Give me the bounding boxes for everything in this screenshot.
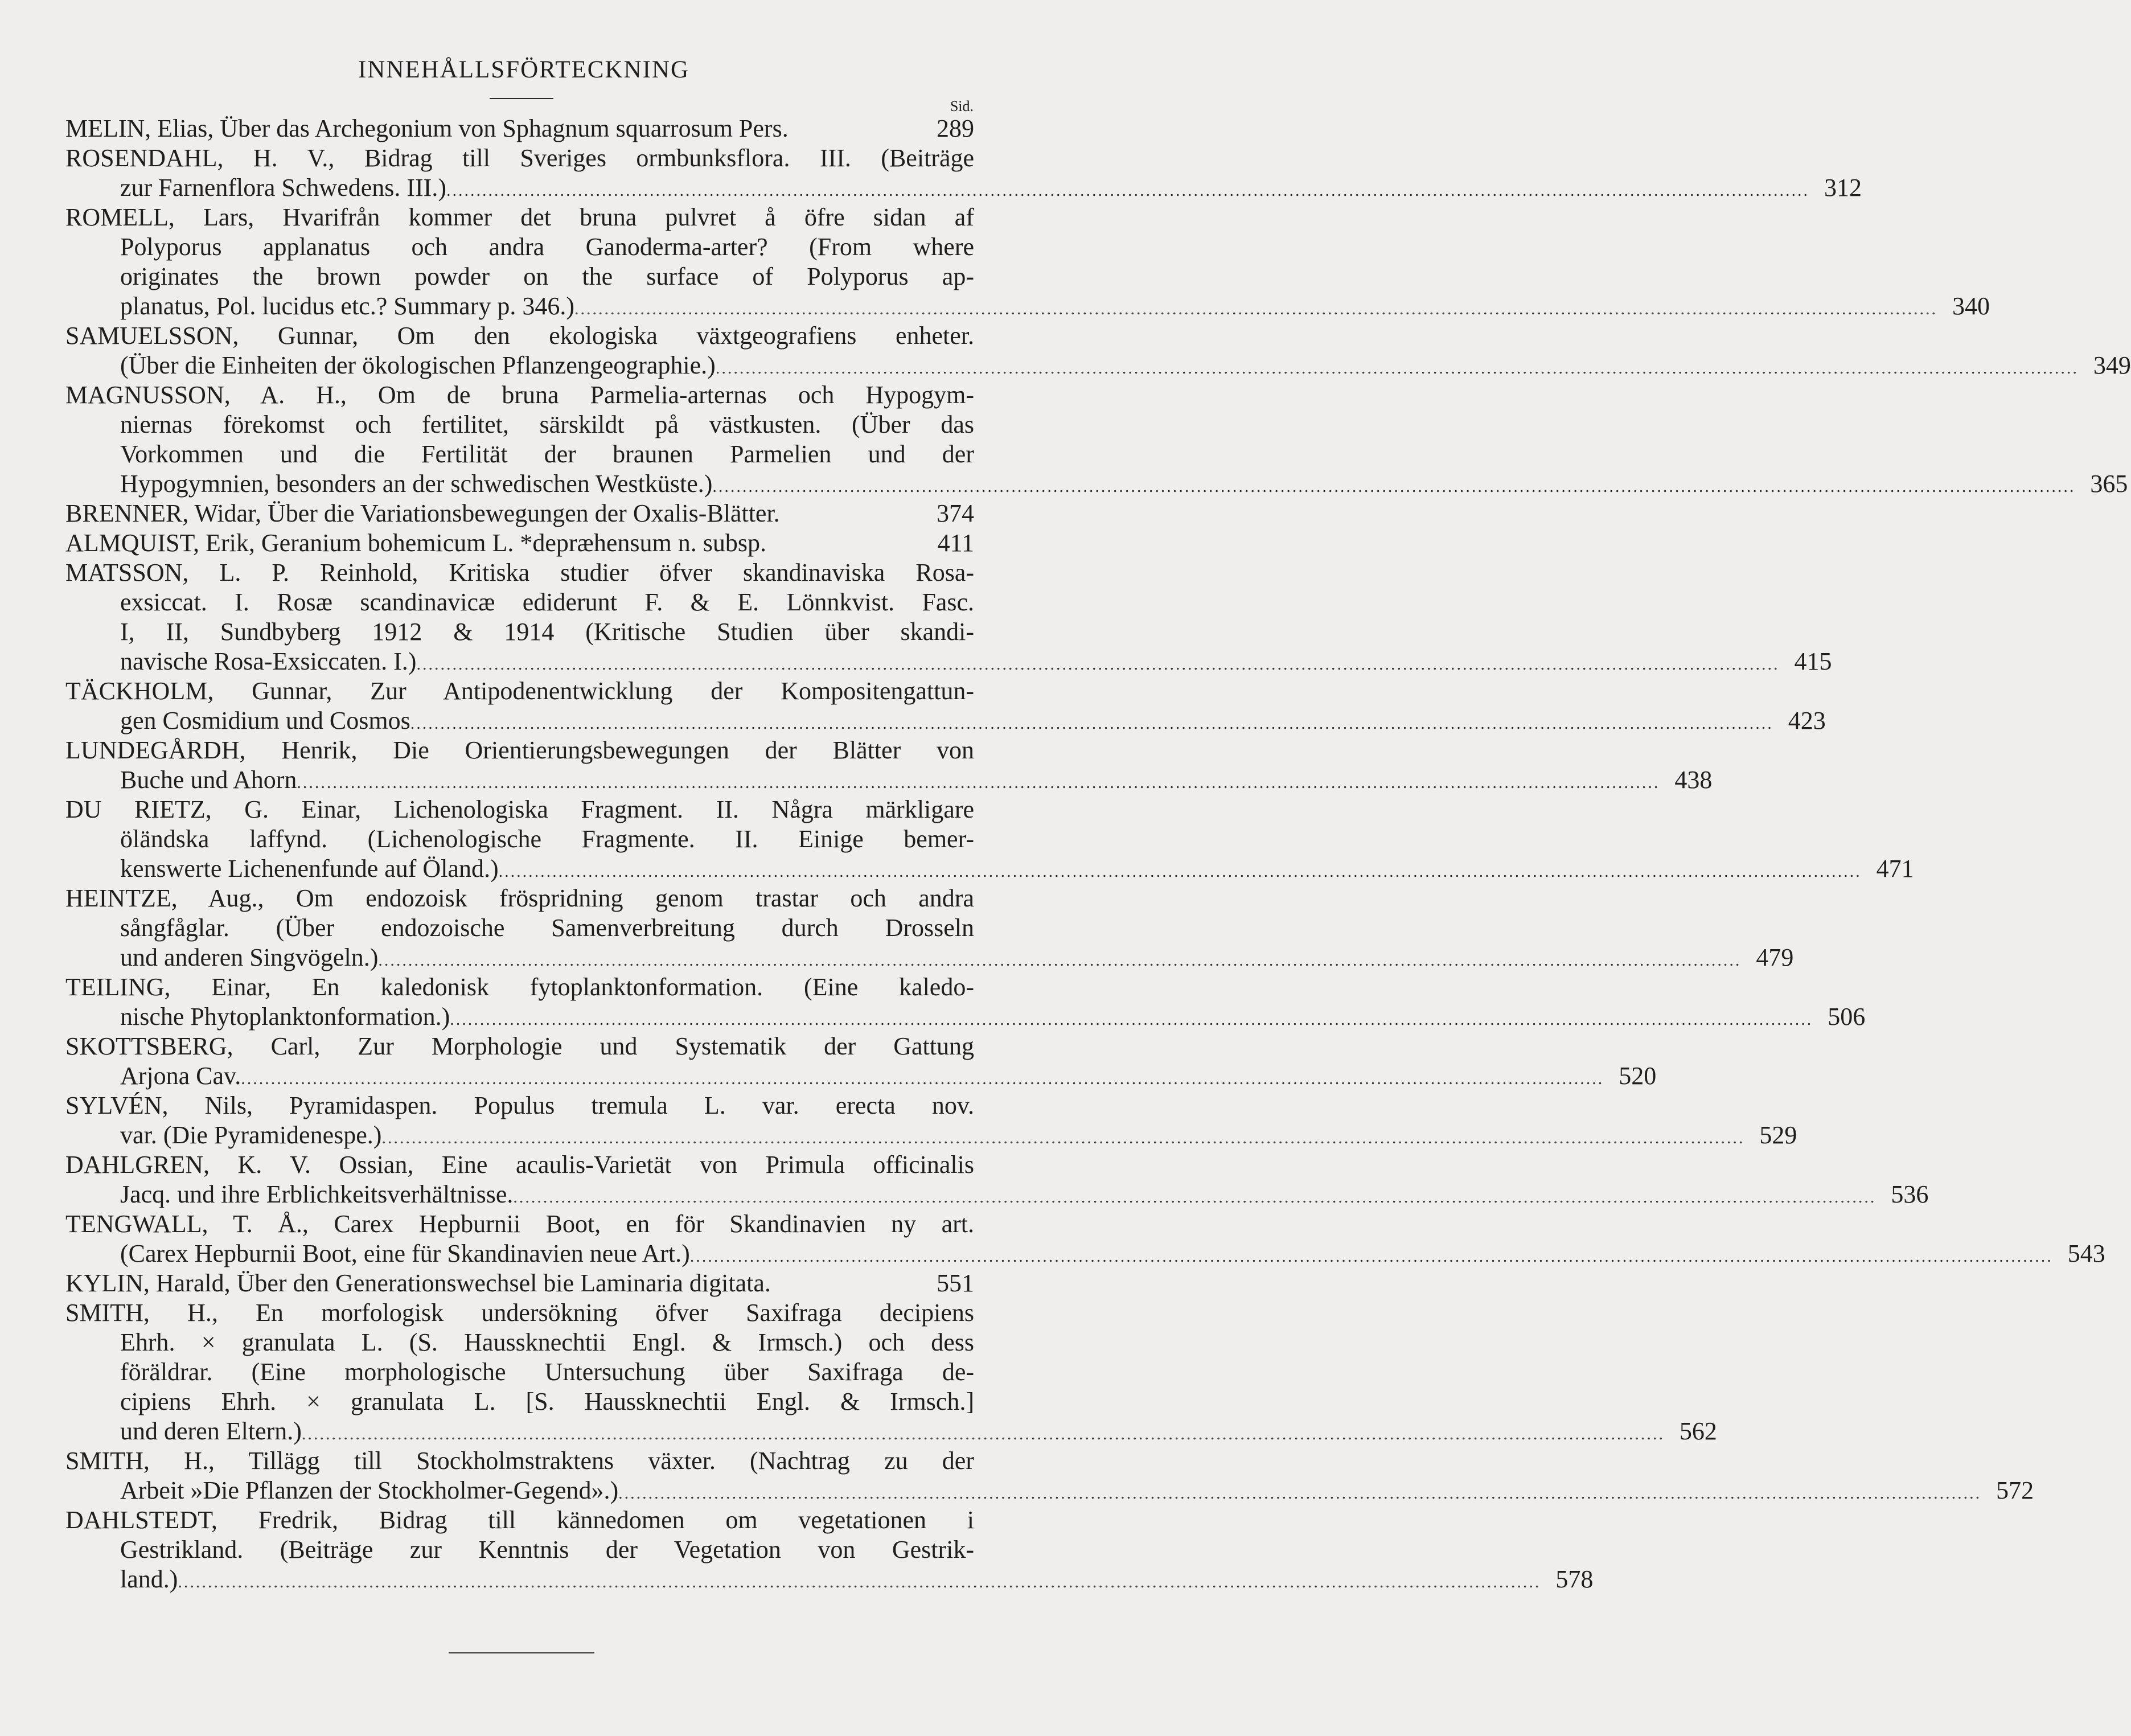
toc-entry-line: [65, 795, 974, 824]
toc-entry-line: [65, 1180, 1929, 1209]
toc-page-number: 374: [937, 499, 974, 527]
toc-entry-text: Ehrh. × granulata L. (S. Haussknechtii Engl. & Irmsch.) och dess: [120, 1328, 974, 1356]
toc-page-number: 543: [2067, 1240, 2105, 1267]
toc-entry-line: [65, 972, 974, 1002]
toc-page-number: 411: [937, 529, 974, 557]
toc-page-number: 365: [2090, 470, 2128, 498]
toc-page-number: 423: [1788, 707, 1826, 734]
dot-leader: [446, 173, 1809, 206]
toc-entry-text: ALMQUIST, Erik, Geranium bohemicum L. *depræhensum n. subsp.: [65, 529, 767, 557]
toc-entry-text: MATSSON, L. P. Reinhold, Kritiska studier öfver skandinaviska Rosa-: [65, 559, 974, 586]
toc-entry: [65, 736, 1713, 795]
toc-entry-line: [65, 410, 974, 440]
toc-entry-text: Buche und Ahorn: [120, 766, 297, 794]
toc-entry-text: ROSENDAHL, H. V., Bidrag till Sveriges ormbunksflora. III. (Beiträge: [65, 144, 974, 172]
toc-entry-text: SKOTTSBERG, Carl, Zur Morphologie und Systematik der Gattung: [65, 1032, 974, 1060]
toc-entry-text: land.): [120, 1565, 178, 1593]
toc-entry-line: [65, 824, 974, 854]
toc-entry-line: [65, 1535, 974, 1565]
toc-entry-line: [65, 1209, 974, 1239]
toc-entry-text: MELIN, Elias, Über das Archegonium von Sphagnum squarrosum Pers.: [65, 114, 789, 142]
toc-entry-text: Arbeit »Die Pflanzen der Stockholmer-Gegend».): [120, 1476, 619, 1504]
toc-entry-text: Arjona Cav.: [120, 1062, 241, 1090]
toc-entry: [65, 1298, 1717, 1446]
toc-entry: [65, 795, 1914, 884]
toc-page-number: 529: [1759, 1121, 1797, 1149]
dot-leader: [574, 292, 1937, 324]
toc-entry-line: [65, 706, 1826, 736]
toc-entry: [65, 884, 1794, 972]
toc-page-number: 536: [1891, 1180, 1929, 1208]
toc-page-number: 551: [937, 1269, 974, 1297]
toc-entry-text: Hypogymnien, besonders an der schwedischen Westküste.): [120, 470, 713, 498]
toc-entry-text: zur Farnenflora Schwedens. III.): [120, 174, 446, 202]
toc-entry-line: [65, 676, 974, 706]
toc-entry-line: [65, 114, 974, 143]
toc-entry-text: KYLIN, Harald, Über den Generationswechsel bie Laminaria digitata.: [65, 1269, 771, 1297]
toc-entry-line: [65, 262, 974, 292]
toc-entry-line: [65, 1002, 1866, 1032]
toc-entry-text: HEINTZE, Aug., Om endozoisk fröspridning genom trastar och andra: [65, 884, 974, 912]
toc-entry-text: originates the brown powder on the surface of Polyporus ap-: [120, 262, 974, 290]
toc-entry-line: [65, 913, 974, 943]
toc-entry: [65, 1032, 1657, 1091]
toc-page-number: 289: [937, 114, 974, 142]
toc-list: [65, 114, 2131, 1594]
toc-entry-text: (Carex Hepburnii Boot, eine für Skandinavien neue Art.): [120, 1240, 690, 1267]
toc-entry-line: [65, 1091, 974, 1121]
toc-page-number: 415: [1794, 647, 1832, 675]
toc-entry: [65, 1209, 2105, 1269]
toc-entry-text: LUNDEGÅRDH, Henrik, Die Orientierungsbewegungen der Blätter von: [65, 736, 974, 764]
toc-entry-line: [65, 469, 2128, 499]
toc-entry: [65, 1091, 1797, 1150]
toc-entry: [65, 1505, 1594, 1594]
toc-entry-text: sångfåglar. (Über endozoische Samenverbreitung durch Drosseln: [120, 914, 974, 942]
toc-entry-text: I, II, Sundbyberg 1912 & 1914 (Kritische Studien über skandi-: [120, 618, 974, 646]
dot-leader: [513, 1180, 1876, 1212]
dot-leader: [712, 469, 2075, 502]
toc-page-number: 349: [2093, 351, 2131, 379]
toc-page-number: 479: [1756, 943, 1794, 971]
toc-entry-text: kenswerte Lichenenfunde auf Öland.): [120, 855, 499, 883]
toc-page-number: 312: [1824, 174, 1862, 202]
toc-entry-text: SYLVÉN, Nils, Pyramidaspen. Populus tremula L. var. erecta nov.: [65, 1091, 974, 1119]
toc-entry-line: [65, 528, 974, 558]
toc-entry-line: [65, 1357, 974, 1387]
toc-entry-line: [65, 321, 974, 351]
toc-entry-text: SMITH, H., Tillägg till Stockholmstraktens växter. (Nachtrag zu der: [65, 1447, 974, 1475]
toc-entry-text: TENGWALL, T. Å., Carex Hepburnii Boot, en för Skandinavien ny art.: [65, 1210, 974, 1238]
toc-entry: [65, 499, 974, 528]
toc-entry-text: TEILING, Einar, En kaledonisk fytoplanktonformation. (Eine kaledo-: [65, 973, 974, 1001]
title-rule: [490, 98, 553, 99]
toc-entry-text: DU RIETZ, G. Einar, Lichenologiska Fragment. II. Några märkligare: [65, 795, 974, 823]
dot-leader: [499, 854, 1862, 887]
toc-entry-line: [65, 1150, 974, 1180]
toc-entry-text: öländska laffynd. (Lichenologische Fragmente. II. Einige bemer-: [120, 825, 974, 853]
toc-entry-line: [65, 1417, 1717, 1446]
toc-entry-line: [65, 351, 2131, 380]
bottom-rule: [449, 1652, 594, 1653]
page-column-label: Sid.: [950, 98, 974, 114]
toc-page-number: 506: [1828, 1003, 1866, 1031]
toc-entry-line: [65, 765, 1713, 795]
toc-entry-line: [65, 647, 1832, 676]
toc-entry-line: [65, 1328, 974, 1357]
toc-entry-line: [65, 943, 1794, 972]
toc-entry-text: Gestrikland. (Beiträge zur Kenntnis der Vegetation von Gestrik-: [120, 1536, 974, 1563]
toc-page-number: 572: [1996, 1476, 2034, 1504]
toc-entry-text: föräldrar. (Eine morphologische Untersuchung über Saxifraga de-: [120, 1358, 974, 1386]
toc-entry-text: niernas förekomst och fertilitet, särskildt på västkusten. (Über das: [120, 411, 974, 438]
toc-entry: [65, 114, 974, 143]
toc-entry-line: [65, 1239, 2105, 1269]
toc-entry: [65, 1269, 974, 1298]
toc-entry-line: [65, 1269, 974, 1298]
toc-entry-text: und anderen Singvögeln.): [120, 943, 379, 971]
toc-entry-text: DAHLSTEDT, Fredrik, Bidrag till kännedomen om vegetationen i: [65, 1506, 974, 1534]
toc-entry: [65, 676, 1826, 736]
toc-entry-line: [65, 1476, 2034, 1505]
dot-leader: [416, 647, 1779, 679]
toc-entry-text: Polyporus applanatus och andra Ganoderma-arter? (From where: [120, 233, 974, 261]
dot-leader: [690, 1239, 2053, 1271]
toc-entry: [65, 1446, 2034, 1505]
toc-page-number: 578: [1555, 1565, 1594, 1593]
toc-entry-line: [65, 1032, 974, 1061]
toc-entry-line: [65, 380, 974, 410]
toc-entry-line: [65, 1121, 1797, 1150]
toc-entry-line: [65, 1387, 974, 1417]
toc-entry-line: [65, 1061, 1657, 1091]
toc-entry-line: [65, 292, 1990, 321]
toc-entry-line: [65, 440, 974, 469]
toc-entry-text: gen Cosmidium und Cosmos: [120, 707, 410, 734]
toc-entry-text: DAHLGREN, K. V. Ossian, Eine acaulis-Varietät von Primula officinalis: [65, 1151, 974, 1179]
toc-entry-line: [65, 854, 1914, 884]
dot-leader: [618, 1476, 1981, 1508]
toc-entry-line: [65, 558, 974, 588]
toc-entry: [65, 972, 1866, 1032]
toc-page-number: 438: [1674, 766, 1713, 794]
toc-entry-text: TÄCKHOLM, Gunnar, Zur Antipodenentwicklung der Kompositengattun-: [65, 677, 974, 705]
toc-entry-text: navische Rosa-Exsiccaten. I.): [120, 647, 417, 675]
toc-entry-text: (Über die Einheiten der ökologischen Pflanzengeographie.): [120, 351, 716, 379]
toc-entry-line: [65, 1565, 1594, 1594]
dot-leader: [716, 351, 2079, 383]
dot-leader: [378, 943, 1741, 975]
dot-leader: [381, 1121, 1744, 1153]
toc-page-number: 471: [1876, 855, 1914, 883]
dot-leader: [178, 1565, 1541, 1597]
toc-entry: [65, 203, 1990, 321]
toc-entry-line: [65, 499, 974, 528]
toc-entry-line: [65, 736, 974, 765]
toc-entry-text: nische Phytoplanktonformation.): [120, 1003, 450, 1031]
toc-page-number: 562: [1679, 1417, 1717, 1445]
toc-entry-line: [65, 1298, 974, 1328]
toc-page-number: 520: [1619, 1062, 1657, 1090]
toc-page-number: 340: [1952, 292, 1990, 320]
toc-entry-text: Vorkommen und die Fertilität der braunen Parmelien und der: [120, 440, 974, 468]
toc-entry-text: MAGNUSSON, A. H., Om de bruna Parmelia-arternas och Hypogym-: [65, 381, 974, 409]
dot-leader: [410, 706, 1773, 738]
toc-entry-text: var. (Die Pyramidenespe.): [120, 1121, 382, 1149]
toc-entry-text: planatus, Pol. lucidus etc.? Summary p. 346.): [120, 292, 574, 320]
dot-leader: [241, 1061, 1604, 1094]
toc-entry: [65, 558, 1832, 676]
toc-entry-line: [65, 203, 974, 232]
toc-entry-line: [65, 588, 974, 617]
toc-entry-line: [65, 232, 974, 262]
toc-entry-text: Jacq. und ihre Erblichkeitsverhältnisse.: [120, 1180, 514, 1208]
toc-entry-line: [65, 173, 1862, 203]
toc-entry-text: exsiccat. I. Rosæ scandinavicæ ediderunt F. & E. Lönnkvist. Fasc.: [120, 588, 974, 616]
toc-entry-text: ROMELL, Lars, Hvarifrån kommer det bruna pulvret å öfre sidan af: [65, 203, 974, 231]
toc-entry-line: [65, 1505, 974, 1535]
toc-entry: [65, 528, 974, 558]
toc-entry-line: [65, 1446, 974, 1476]
toc-entry-line: [65, 617, 974, 647]
toc-entry-text: cipiens Ehrh. × granulata L. [S. Haussknechtii Engl. & Irmsch.]: [120, 1388, 974, 1415]
toc-entry-text: SMITH, H., En morfologisk undersökning öfver Saxifraga decipiens: [65, 1299, 974, 1327]
toc-entry: [65, 143, 1862, 203]
dot-leader: [297, 765, 1660, 798]
dot-leader: [302, 1417, 1665, 1449]
toc-entry-line: [65, 143, 974, 173]
toc-entry: [65, 1150, 1929, 1209]
page-title: INNEHÅLLSFÖRTECKNING: [358, 56, 690, 83]
toc-entry: [65, 380, 2128, 499]
dot-leader: [450, 1002, 1813, 1035]
toc-entry: [65, 321, 2131, 380]
toc-entry-text: BRENNER, Widar, Über die Variationsbewegungen der Oxalis-Blätter.: [65, 499, 780, 527]
toc-entry-text: SAMUELSSON, Gunnar, Om den ekologiska växtgeografiens enheter.: [65, 322, 974, 350]
toc-entry-text: und deren Eltern.): [120, 1417, 302, 1445]
toc-entry-line: [65, 884, 974, 913]
